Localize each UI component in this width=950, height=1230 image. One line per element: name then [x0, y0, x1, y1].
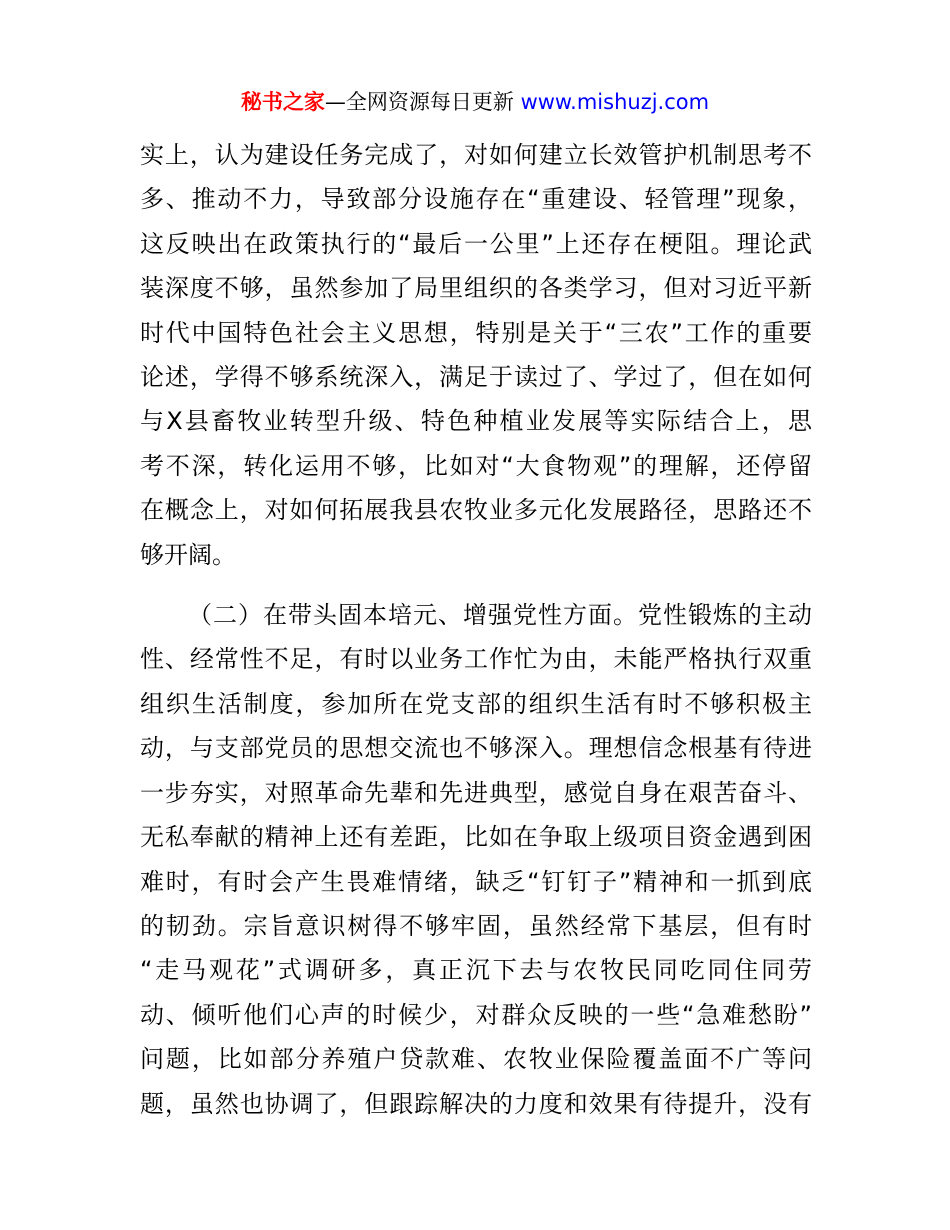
- paragraph-line: 性、经常性不足，有时以业务工作忙为由，未能严格执行双重: [140, 645, 812, 674]
- paragraph-line: 与X县畜牧业转型升级、特色种植业发展等实际结合上，思: [140, 407, 812, 436]
- paragraph-line: 够开阔。: [140, 540, 236, 569]
- paragraph-2: [140, 593, 812, 1126]
- paragraph-line: “走马观花”式调研多，真正沉下去与农牧民同吃同住同劳: [140, 956, 812, 985]
- paragraph-line: 论述，学得不够系统深入，满足于读过了、学过了，但在如何: [140, 363, 812, 392]
- paragraph-line: 装深度不够，虽然参加了局里组织的各类学习，但对习近平新: [140, 274, 812, 303]
- paragraph-1: [140, 133, 812, 577]
- paragraph-line: 实上，认为建设任务完成了，对如何建立长效管护机制思考不: [140, 141, 812, 169]
- site-url-link[interactable]: www.mishuzj.com: [520, 90, 710, 114]
- paragraph-line: 一步夯实，对照革命先辈和先进典型，感觉自身在艰苦奋斗、: [140, 778, 812, 807]
- paragraph-line: 题，虽然也协调了，但跟踪解决的力度和效果有待提升，没有: [140, 1089, 812, 1118]
- paragraph-line: 组织生活制度，参加所在党支部的组织生活有时不够积极主: [140, 689, 812, 718]
- paragraph-line: 动、倾听他们心声的时候少，对群众反映的一些“急难愁盼”: [140, 1000, 812, 1029]
- paragraph-line: 考不深，转化运用不够，比如对“大食物观”的理解，还停留: [140, 451, 812, 480]
- site-brand: 秘书之家: [240, 90, 325, 114]
- document-body: [140, 133, 812, 1126]
- paragraph-line: （二）在带头固本培元、增强党性方面。党性锻炼的主动: [188, 601, 812, 630]
- paragraph-line: 无私奉献的精神上还有差距，比如在争取上级项目资金遇到困: [140, 823, 812, 852]
- paragraph-line: 在概念上，对如何拓展我县农牧业多元化发展路径，思路还不: [140, 496, 812, 525]
- paragraph-line: 的韧劲。宗旨意识树得不够牢固，虽然经常下基层，但有时: [140, 911, 812, 940]
- paragraph-line: 这反映出在政策执行的“最后一公里”上还存在梗阻。理论武: [140, 229, 812, 258]
- paragraph-line: 多、推动不力，导致部分设施存在“重建设、轻管理”现象，: [140, 185, 812, 214]
- paragraph-line: 时代中国特色社会主义思想，特别是关于“三农”工作的重要: [140, 318, 812, 347]
- paragraph-line: 难时，有时会产生畏难情绪，缺乏“钉钉子”精神和一抓到底: [140, 867, 812, 896]
- site-header: [0, 86, 950, 118]
- paragraph-line: 动，与支部党员的思想交流也不够深入。理想信念根基有待进: [140, 734, 812, 763]
- site-tagline: —全网资源每日更新: [324, 90, 514, 114]
- paragraph-line: 问题，比如部分养殖户贷款难、农牧业保险覆盖面不广等问: [140, 1045, 812, 1074]
